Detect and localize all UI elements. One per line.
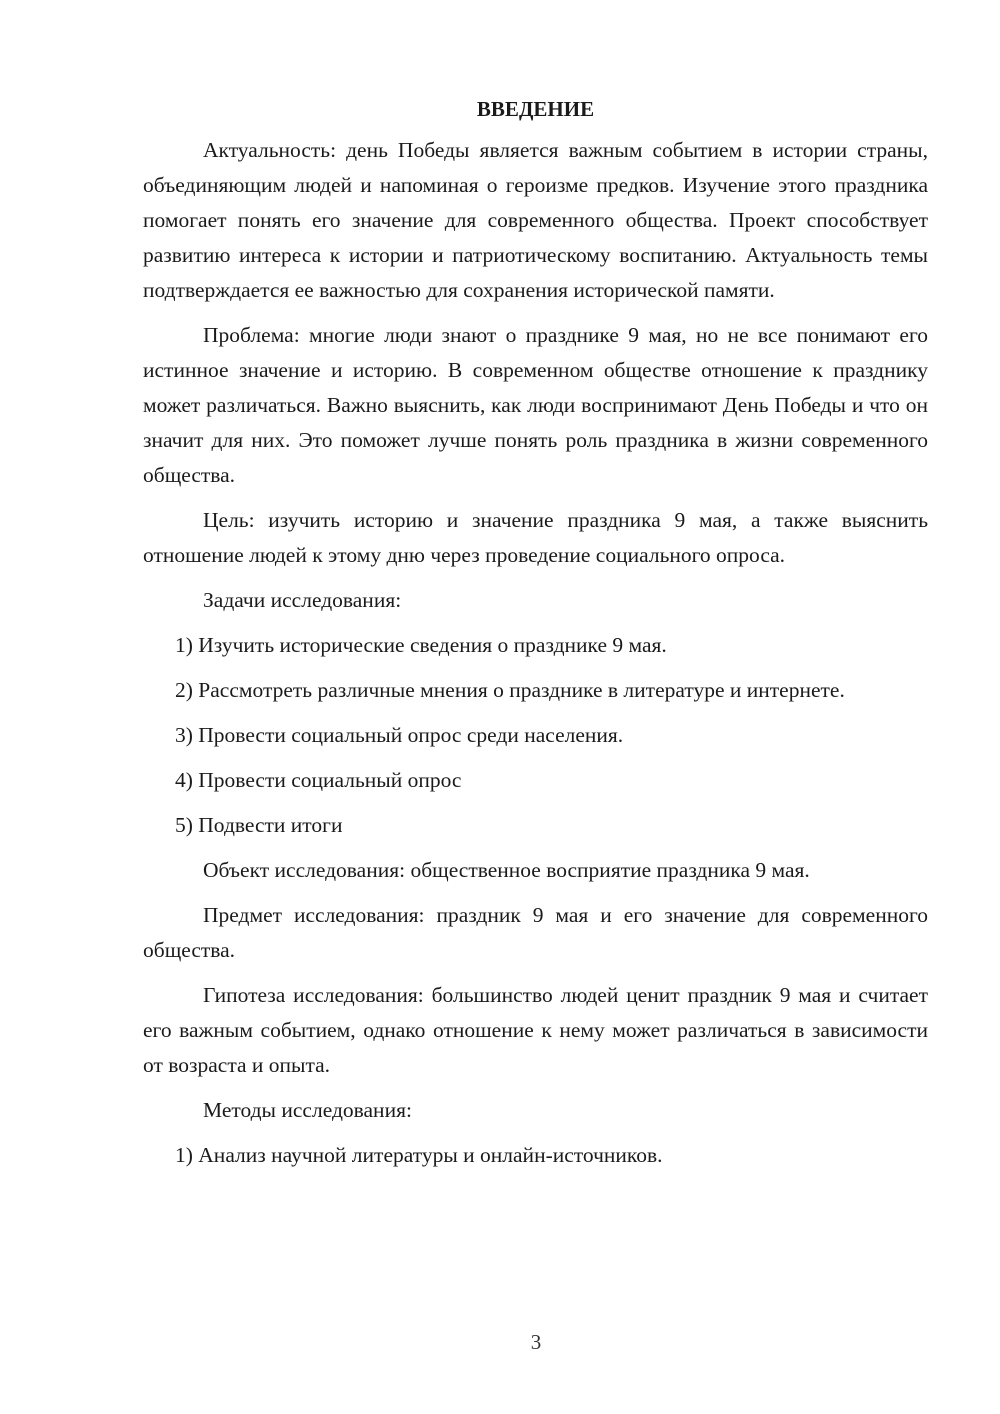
page-number: 3 — [530, 1330, 542, 1354]
task-item: 2) Рассмотреть различные мнения о празднике в литературе и интернете. — [175, 678, 845, 702]
subject-paragraph: Предмет исследования: праздник 9 мая и его значение для современного общества. — [143, 903, 928, 962]
hypothesis-paragraph: Гипотеза исследования: большинство людей ценит праздник 9 мая и считает его важным событием, однако отношение к нему может различаться в зависимости от возраста и опыта. — [143, 983, 928, 1077]
object-paragraph: Объект исследования: общественное восприятие праздника 9 мая. — [203, 858, 810, 882]
methods-heading: Методы исследования: — [203, 1098, 412, 1122]
problem-paragraph: Проблема: многие люди знают о празднике 9 мая, но не все понимают его истинное значение и историю. В современном обществе отношение к празднику может различаться. Важно выяснить, как люди воспринимают День Победы и что он значит для них. Это поможет лучше понять роль праздника в жизни современного общества. — [143, 323, 928, 487]
relevance-paragraph: Актуальность: день Победы является важным событием в истории страны, объединяющим людей и напоминая о героизме предков. Изучение этого праздника помогает понять его значение для современного общества. Проект способствует развитию интереса к истории и патриотическому воспитанию. Актуальность темы подтверждается ее важностью для сохранения исторической памяти. — [143, 138, 928, 302]
task-item: 1) Изучить исторические сведения о празднике 9 мая. — [175, 633, 667, 657]
tasks-heading: Задачи исследования: — [203, 588, 402, 612]
task-item: 5) Подвести итоги — [175, 813, 343, 837]
section-title: ВВЕДЕНИЕ — [476, 97, 595, 121]
task-item: 4) Провести социальный опрос — [175, 768, 462, 792]
task-item: 3) Провести социальный опрос среди населения. — [175, 723, 624, 747]
document-page — [143, 92, 928, 1183]
method-item: 1) Анализ научной литературы и онлайн-источников. — [175, 1143, 663, 1167]
goal-paragraph: Цель: изучить историю и значение праздника 9 мая, а также выяснить отношение людей к этому дню через проведение социального опроса. — [143, 508, 928, 567]
